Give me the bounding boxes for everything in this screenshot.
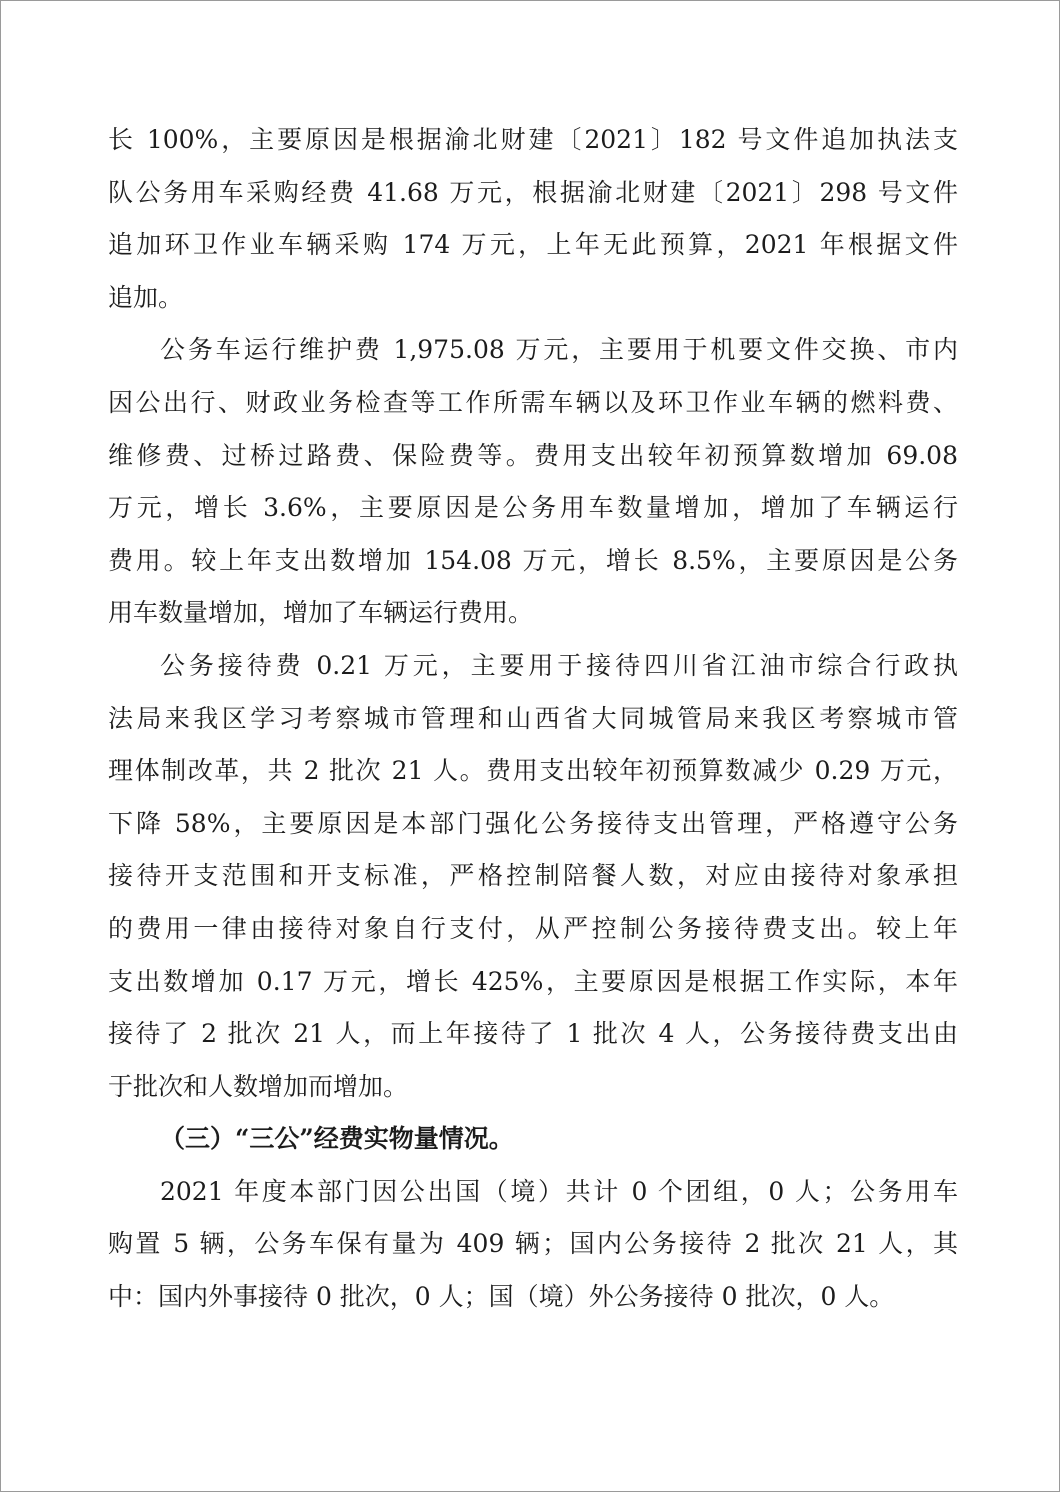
text-line: 长 100%，主要原因是根据渝北财建〔2021〕182 号文件追加执法支 bbox=[108, 125, 958, 154]
text-line: 中：国内外事接待 0 批次，0 人；国（境）外公务接待 0 批次，0 人。 bbox=[108, 1282, 895, 1312]
text-line: 2021 年度本部门因公出国（境）共计 0 个团组，0 人；公务用车 bbox=[160, 1176, 958, 1206]
document-body bbox=[108, 114, 958, 1324]
text-line: 用车数量增加，增加了车辆运行费用。 bbox=[108, 598, 534, 628]
text-line: 费用。较上年支出数增加 154.08 万元，增长 8.5%，主要原因是公务 bbox=[108, 545, 958, 575]
text-line: 队公务用车采购经费 41.68 万元，根据渝北财建〔2021〕298 号文件 bbox=[108, 177, 958, 207]
text-line: 理体制改革，共 2 批次 21 人。费用支出较年初预算数减少 0.29 万元， bbox=[108, 756, 958, 786]
text-line: 追加环卫作业车辆采购 174 万元，上年无此预算，2021 年根据文件 bbox=[108, 230, 958, 260]
text-line: 接待开支范围和开支标准，严格控制陪餐人数，对应由接待对象承担 bbox=[108, 861, 958, 891]
text-line: 公务接待费 0.21 万元，主要用于接待四川省江油市综合行政执 bbox=[160, 650, 958, 680]
text-line: 接待了 2 批次 21 人，而上年接待了 1 批次 4 人，公务接待费支出由 bbox=[108, 1019, 958, 1049]
text-line: 的费用一律由接待对象自行支付，从严控制公务接待费支出。较上年 bbox=[108, 913, 958, 943]
text-line: 万元，增长 3.6%，主要原因是公务用车数量增加，增加了车辆运行 bbox=[108, 493, 958, 523]
text-line: 维修费、过桥过路费、保险费等。费用支出较年初预算数增加 69.08 bbox=[108, 440, 958, 470]
text-line: 追加。 bbox=[108, 282, 184, 312]
text-line: 法局来我区学习考察城市管理和山西省大同城管局来我区考察城市管 bbox=[108, 703, 958, 733]
text-line: 支出数增加 0.17 万元，增长 425%，主要原因是根据工作实际，本年 bbox=[108, 966, 958, 996]
text-line: 购置 5 辆，公务车保有量为 409 辆；国内公务接待 2 批次 21 人，其 bbox=[108, 1229, 958, 1259]
text-line: 因公出行、财政业务检查等工作所需车辆以及环卫作业车辆的燃料费、 bbox=[108, 387, 958, 417]
text-line: 于批次和人数增加而增加。 bbox=[108, 1071, 409, 1101]
text-line: 下降 58%，主要原因是本部门强化公务接待支出管理，严格遵守公务 bbox=[108, 808, 958, 838]
section-heading: （三）“三公”经费实物量情况。 bbox=[160, 1124, 514, 1154]
text-line: 公务车运行维护费 1,975.08 万元，主要用于机要文件交换、市内 bbox=[160, 335, 958, 365]
